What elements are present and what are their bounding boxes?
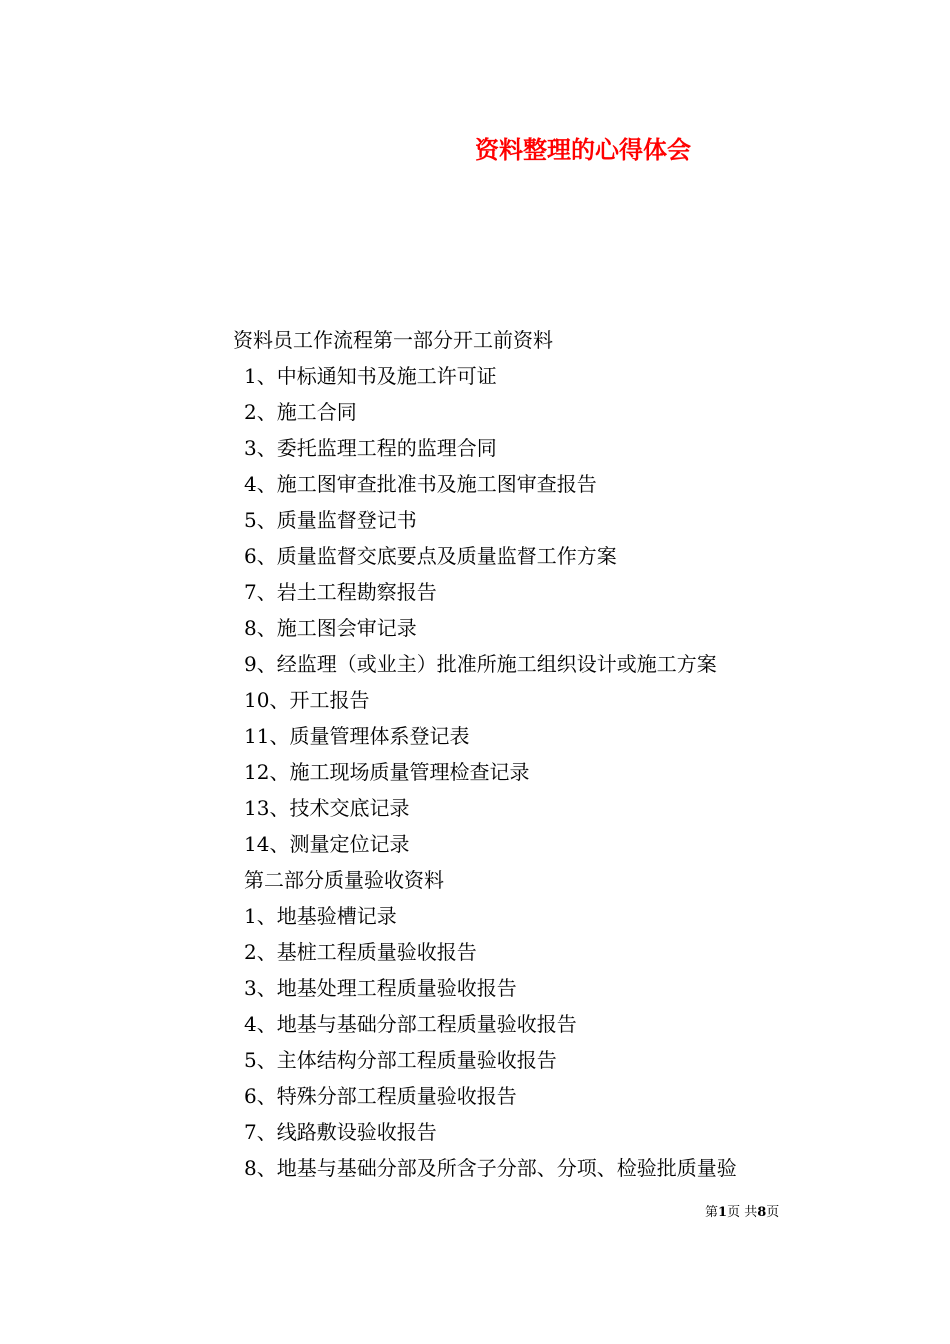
list-item: 1、中标通知书及施工许可证 <box>244 364 497 388</box>
document-title: 资料整理的心得体会 <box>475 135 691 164</box>
footer-suffix: 页 <box>766 1205 780 1220</box>
list-item: 6、特殊分部工程质量验收报告 <box>244 1084 517 1108</box>
list-item: 11、质量管理体系登记表 <box>244 724 470 748</box>
footer-prefix: 第 <box>705 1205 719 1220</box>
list-item: 3、地基处理工程质量验收报告 <box>244 976 517 1000</box>
list-item: 8、地基与基础分部及所含子分部、分项、检验批质量验 <box>244 1156 737 1180</box>
list-item: 6、质量监督交底要点及质量监督工作方案 <box>244 544 617 568</box>
footer-total-pages: 8 <box>757 1205 767 1220</box>
part2-heading: 第二部分质量验收资料 <box>244 868 444 892</box>
list-item: 14、测量定位记录 <box>244 832 410 856</box>
list-item: 2、施工合同 <box>244 400 357 424</box>
list-item: 7、线路敷设验收报告 <box>244 1120 437 1144</box>
footer-page-number: 1 <box>718 1205 728 1220</box>
footer-middle: 页 共 <box>727 1205 758 1220</box>
list-item: 3、委托监理工程的监理合同 <box>244 436 497 460</box>
list-item: 4、地基与基础分部工程质量验收报告 <box>244 1012 577 1036</box>
list-item: 10、开工报告 <box>244 688 370 712</box>
list-item: 1、地基验槽记录 <box>244 904 397 928</box>
list-item: 8、施工图会审记录 <box>244 616 417 640</box>
list-item: 2、基桩工程质量验收报告 <box>244 940 477 964</box>
list-item: 7、岩土工程勘察报告 <box>244 580 437 604</box>
list-item: 5、主体结构分部工程质量验收报告 <box>244 1048 557 1072</box>
list-item: 4、施工图审查批准书及施工图审查报告 <box>244 472 597 496</box>
part1-heading: 资料员工作流程第一部分开工前资料 <box>233 328 553 352</box>
page-footer <box>705 1204 779 1222</box>
list-item: 13、技术交底记录 <box>244 796 410 820</box>
list-item: 9、经监理（或业主）批准所施工组织设计或施工方案 <box>244 652 717 676</box>
list-item: 5、质量监督登记书 <box>244 508 417 532</box>
list-item: 12、施工现场质量管理检查记录 <box>244 760 530 784</box>
